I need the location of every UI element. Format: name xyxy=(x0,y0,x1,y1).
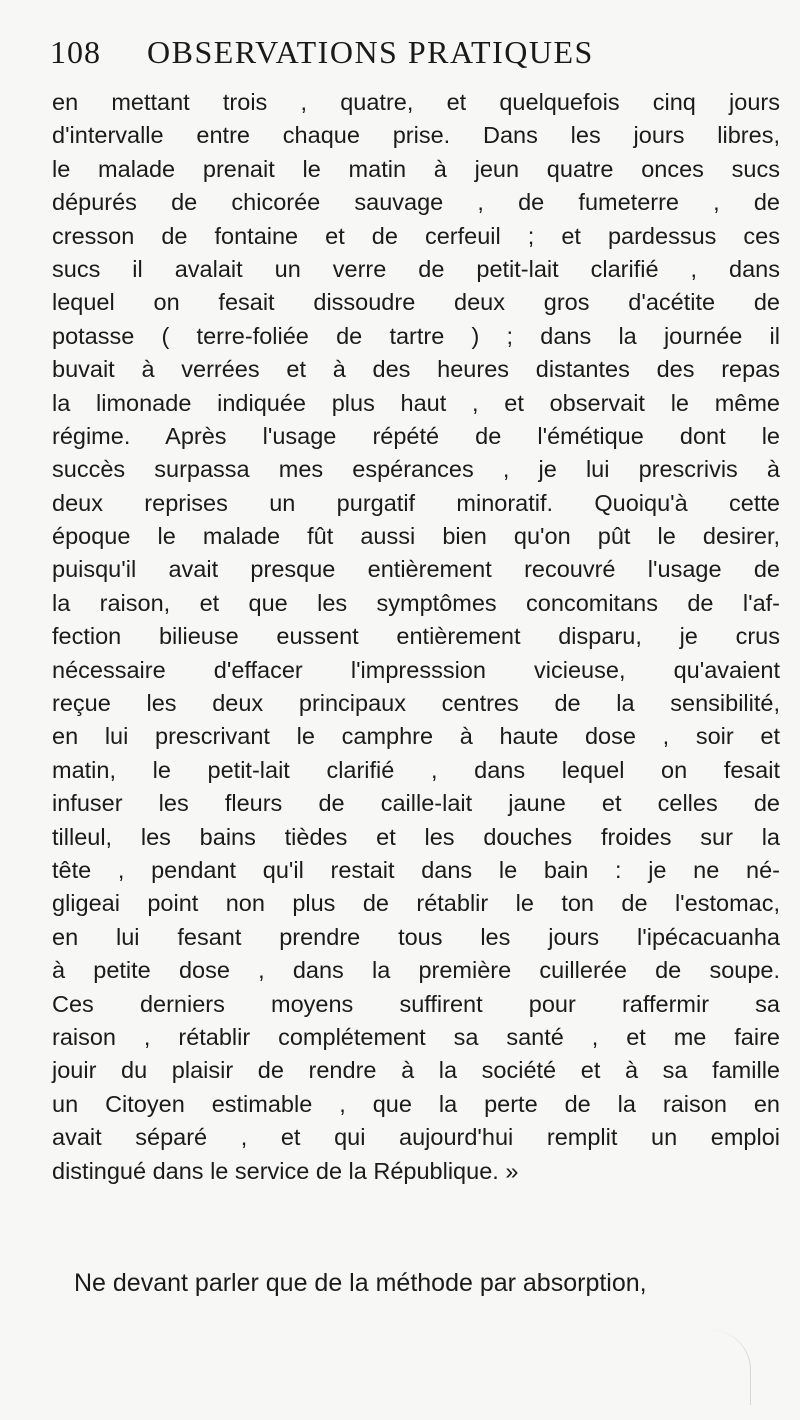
text-line: infuser les fleurs de caille-lait jaune et celles de xyxy=(52,790,780,817)
text-line: le malade prenait le matin à jeun quatre onces sucs xyxy=(52,155,780,182)
text-line: tête , pendant qu'il restait dans le bain : je ne né- xyxy=(52,856,780,883)
text-line: la limonade indiquée plus haut , et observait le même xyxy=(52,389,780,416)
text-line: puisqu'il avait presque entièrement recouvré l'usage de xyxy=(52,556,780,583)
text-line: fection bilieuse eussent entièrement disparu, je crus xyxy=(52,623,780,650)
text-line: gligeai point non plus de rétablir le ton de l'estomac, xyxy=(52,890,780,917)
text-line: d'intervalle entre chaque prise. Dans les jours libres, xyxy=(52,122,780,149)
text-line: avait séparé , et qui aujourd'hui remplit un emploi xyxy=(52,1124,780,1151)
text-line: potasse ( terre-foliée de tartre ) ; dans la journée il xyxy=(52,322,780,349)
text-line: en mettant trois , quatre, et quelquefois cinq jours xyxy=(52,89,780,115)
running-head: OBSERVATIONS PRATIQUES xyxy=(147,34,594,70)
text-line: régime. Après l'usage répété de l'émétique dont le xyxy=(52,422,780,449)
text-line: en lui fesant prendre tous les jours l'ipécacuanha xyxy=(52,923,780,950)
body-paragraph-continuation xyxy=(74,1265,780,1301)
text-line: époque le malade fût aussi bien qu'on pût le desirer, xyxy=(52,523,780,550)
text-line: deux reprises un purgatif minoratif. Quoiqu'à cette xyxy=(52,489,780,516)
text-line: matin, le petit-lait clarifié , dans lequel on fesait xyxy=(52,756,780,783)
text-line: Ne devant parler que de la méthode par absorption, xyxy=(74,1269,647,1297)
text-line: la raison, et que les symptômes concomitans de l'af- xyxy=(52,589,780,616)
text-line: sucs il avalait un verre de petit-lait clarifié , dans xyxy=(52,255,780,282)
page-number: 108 xyxy=(50,34,101,70)
text-line: buvait à verrées et à des heures distantes des repas xyxy=(52,356,780,383)
text-line: jouir du plaisir de rendre à la société et à sa famille xyxy=(52,1057,780,1084)
text-line: tilleul, les bains tièdes et les douches froides sur la xyxy=(52,823,780,850)
text-line: un Citoyen estimable , que la perte de la raison en xyxy=(52,1090,780,1117)
page-scratch-mark xyxy=(690,1330,751,1405)
text-line: lequel on fesait dissoudre deux gros d'acétite de xyxy=(52,289,780,316)
text-line: succès surpassa mes espérances , je lui prescrivis à xyxy=(52,456,780,483)
body-paragraph xyxy=(52,86,780,1188)
text-line: cresson de fontaine et de cerfeuil ; et pardessus ces xyxy=(52,222,780,249)
text-line: reçue les deux principaux centres de la sensibilité, xyxy=(52,690,780,717)
text-line: raison , rétablir complétement sa santé , et me faire xyxy=(52,1023,780,1050)
text-line: en lui prescrivant le camphre à haute dose , soir et xyxy=(52,723,780,750)
text-line: Ces derniers moyens suffirent pour raffermir sa xyxy=(52,990,780,1017)
text-line: dépurés de chicorée sauvage , de fumeterre , de xyxy=(52,189,780,216)
text-line: distingué dans le service de la République. » xyxy=(52,1157,519,1184)
text-line: nécessaire d'effacer l'impresssion vicieuse, qu'avaient xyxy=(52,656,780,683)
page-header xyxy=(50,32,770,72)
text-line: à petite dose , dans la première cuillerée de soupe. xyxy=(52,957,780,984)
